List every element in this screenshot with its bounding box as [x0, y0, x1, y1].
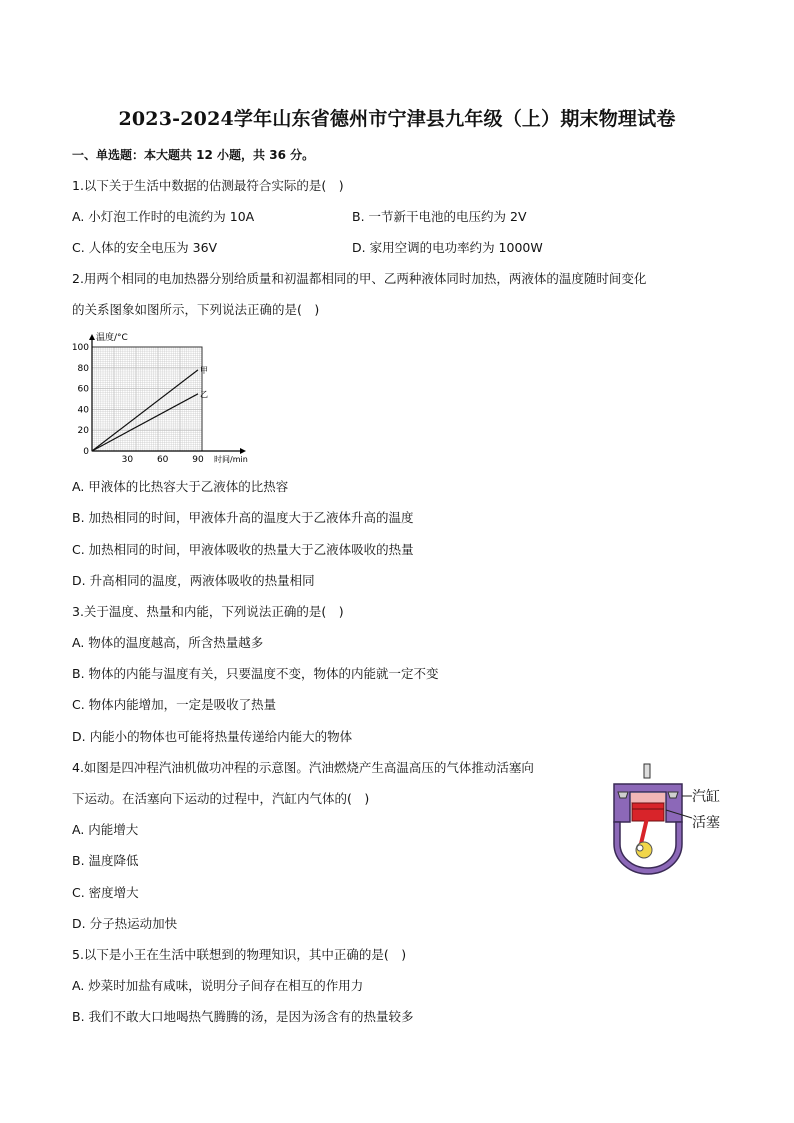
question-1-stem: 1.以下关于生活中数据的估测最符合实际的是( ) [72, 178, 344, 193]
q4-option-b: B. 温度降低 [72, 853, 139, 868]
x-axis-label: 时间/min [214, 455, 248, 464]
q5-option-a: A. 炒菜时加盐有咸味，说明分子间存在相互的作用力 [72, 978, 364, 993]
q4-option-c: C. 密度增大 [72, 885, 139, 900]
q1-option-a: A. 小灯泡工作时的电流约为 10A [72, 209, 255, 224]
y-axis-arrow [89, 334, 95, 340]
chart-grid [92, 347, 202, 451]
q2-option-c: C. 加热相同的时间，甲液体吸收的热量大于乙液体吸收的热量 [72, 542, 414, 557]
q1-option-b: B. 一节新干电池的电压约为 2V [352, 209, 527, 224]
q3-option-b: B. 物体的内能与温度有关，只要温度不变，物体的内能就一定不变 [72, 666, 439, 681]
q2-option-b: B. 加热相同的时间，甲液体升高的温度大于乙液体升高的温度 [72, 510, 414, 525]
y-axis-label: 温度/°C [96, 333, 128, 343]
question-2-stem-line2: 的关系图象如图所示，下列说法正确的是( ) [72, 302, 320, 317]
y-tick-label: 40 [77, 405, 89, 416]
page-title: 2023-2024学年山东省德州市宁津县九年级（上）期末物理试卷 [118, 108, 676, 130]
cylinder-label: 汽缸 [692, 789, 720, 805]
question-4-stem-line2: 下运动。在活塞向下运动的过程中，汽缸内气体的( ) [72, 791, 370, 806]
x-axis-arrow [240, 448, 246, 454]
q4-option-a: A. 内能增大 [72, 822, 139, 837]
q1-option-d: D. 家用空调的电功率约为 1000W [352, 240, 543, 255]
q3-option-d: D. 内能小的物体也可能将热量传递给内能大的物体 [72, 729, 353, 744]
y-tick-label: 20 [77, 426, 89, 437]
question-3-stem: 3.关于温度、热量和内能，下列说法正确的是( ) [72, 604, 344, 619]
q5-option-b: B. 我们不敢大口地喝热气腾腾的汤，是因为汤含有的热量较多 [72, 1009, 414, 1024]
question-5-stem: 5.以下是小王在生活中联想到的物理知识，其中正确的是( ) [72, 947, 407, 962]
y-tick-label: 80 [77, 363, 89, 374]
question-4-stem-line1: 4.如图是四冲程汽油机做功冲程的示意图。汽油燃烧产生高温高压的气体推动活塞向 [72, 760, 534, 775]
q3-option-c: C. 物体内能增加，一定是吸收了热量 [72, 697, 277, 712]
x-tick-label: 60 [156, 455, 169, 465]
q4-option-d: D. 分子热运动加快 [72, 916, 178, 931]
section-heading: 一、单选题：本大题共 12 小题，共 36 分。 [72, 148, 315, 162]
question-2-stem-line1: 2.用两个相同的电加热器分别给质量和初温都相同的甲、乙两种液体同时加热，两液体的温度随时间变化 [72, 271, 647, 286]
q2-option-a: A. 甲液体的比热容大于乙液体的比热容 [72, 479, 289, 494]
y-tick-label: 60 [77, 384, 89, 395]
engine-diagram [604, 762, 694, 882]
q3-option-a: A. 物体的温度越高，所含热量越多 [72, 635, 264, 650]
y-tick-label: 0 [83, 447, 89, 457]
temperature-time-chart [66, 330, 256, 470]
intake-valve [618, 792, 628, 798]
combustion-gas [631, 793, 665, 803]
chart-series [92, 366, 208, 451]
piston-label: 活塞 [692, 815, 720, 831]
spark-plug-icon [644, 764, 650, 778]
exhaust-valve [668, 792, 678, 798]
q2-option-d: D. 升高相同的温度，两液体吸收的热量相同 [72, 573, 315, 588]
series-label-1: 甲 [200, 365, 208, 375]
series-label-2: 乙 [200, 389, 208, 399]
y-tick-label: 100 [71, 343, 89, 353]
x-tick-label: 30 [121, 455, 134, 465]
q1-option-c: C. 人体的安全电压为 36V [72, 240, 218, 255]
x-tick-label: 90 [192, 455, 204, 465]
